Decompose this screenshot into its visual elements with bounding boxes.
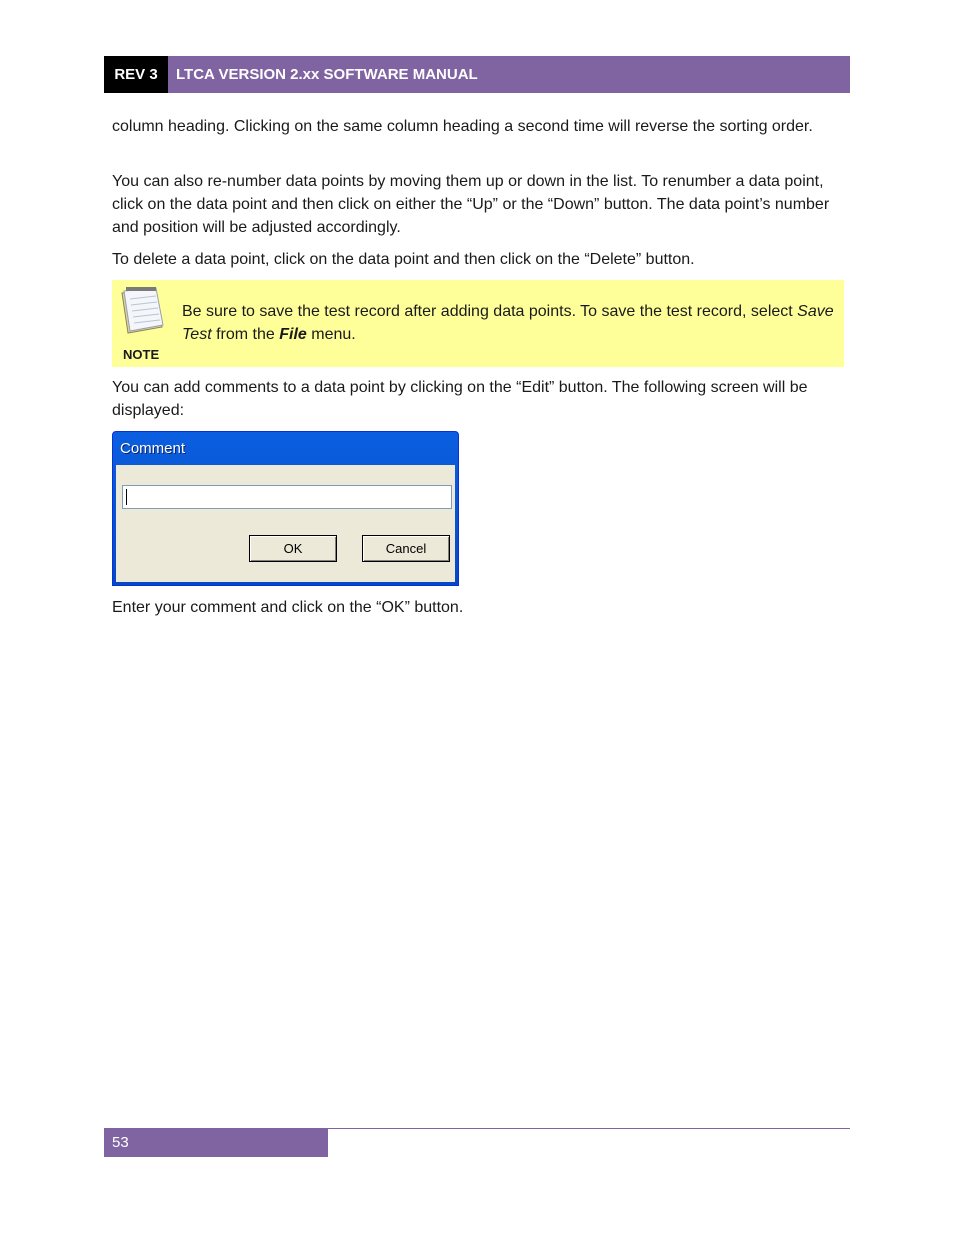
manual-title: LTCA VERSION 2.xx SOFTWARE MANUAL — [168, 56, 850, 93]
page-header — [104, 56, 850, 93]
dialog-client-area — [116, 465, 455, 582]
note-text: Be sure to save the test record after adding data points. To save the test record, select Save Test from the File menu. — [182, 303, 834, 343]
cancel-button[interactable]: Cancel — [362, 535, 450, 562]
note-label: NOTE — [123, 347, 160, 362]
paragraph-sorting: column heading. Clicking on the same column heading a second time will reverse the sorting order. — [112, 118, 813, 135]
notepad-icon — [118, 287, 164, 335]
dialog-title: Comment — [120, 439, 186, 457]
paragraph-delete: To delete a data point, click on the data point and then click on the “Delete” button. — [112, 251, 695, 268]
paragraph-renumber: You can also re-number data points by moving them up or down in the list. To renumber a data point, click on the data point and then click on either the “Up” or the “Down” button. The data point’s number and position will be adjusted accordingly. — [112, 173, 830, 236]
comment-dialog — [112, 431, 459, 586]
revision-label: REV 3 — [104, 56, 168, 93]
comment-input[interactable] — [122, 485, 452, 509]
page-number: 53 — [104, 1128, 328, 1157]
ok-button[interactable]: OK — [249, 535, 337, 562]
note-box — [112, 280, 844, 367]
paragraph-final: Enter your comment and click on the “OK” button. — [112, 599, 464, 616]
paragraph-edit: You can add comments to a data point by clicking on the “Edit” button. The following screen will be displayed: — [112, 379, 808, 419]
text-caret — [126, 489, 127, 505]
